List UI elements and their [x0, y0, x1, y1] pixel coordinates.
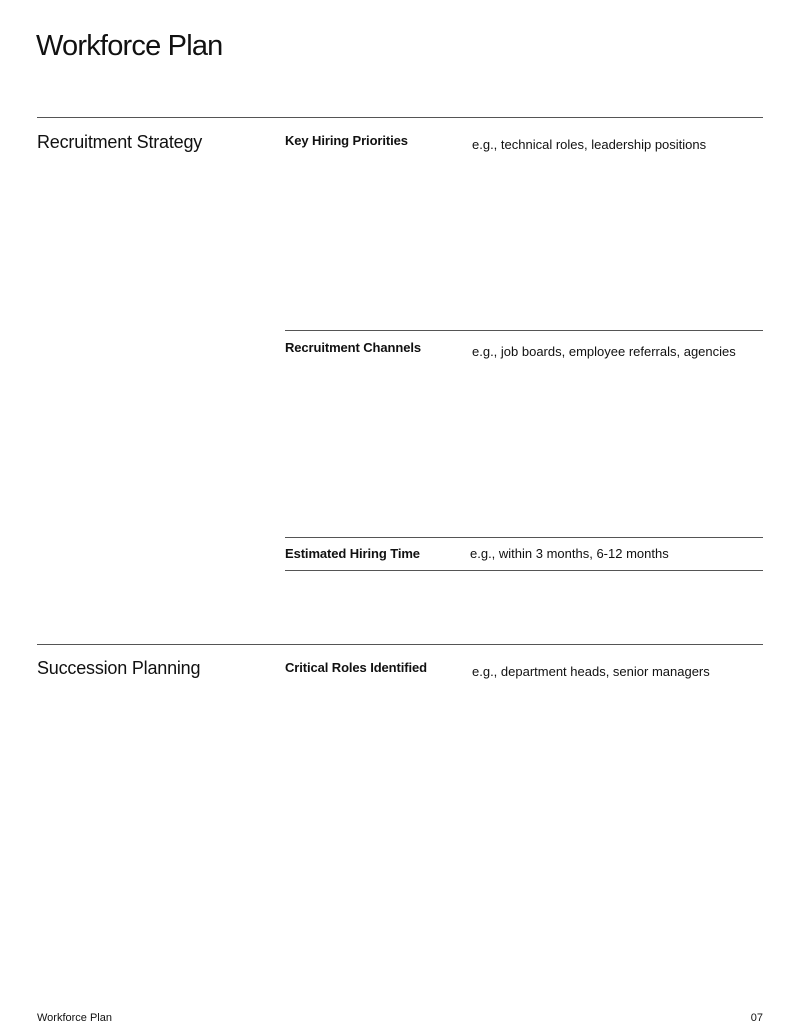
- field-value-recruitment-channels[interactable]: e.g., job boards, employee referrals, agencies: [472, 344, 736, 359]
- field-label-recruitment-channels: Recruitment Channels: [285, 340, 421, 355]
- field-label-key-hiring-priorities: Key Hiring Priorities: [285, 133, 408, 148]
- field-value-estimated-hiring-time[interactable]: e.g., within 3 months, 6-12 months: [470, 546, 669, 561]
- field-label-estimated-hiring-time: Estimated Hiring Time: [285, 546, 420, 561]
- page-number: 07: [750, 1012, 763, 1024]
- field-value-key-hiring-priorities[interactable]: e.g., technical roles, leadership positions: [472, 137, 707, 152]
- section-title-recruitment-strategy: Recruitment Strategy: [37, 132, 203, 152]
- divider: [37, 117, 763, 118]
- field-label-critical-roles: Critical Roles Identified: [285, 660, 427, 675]
- field-value-critical-roles[interactable]: e.g., department heads, senior managers: [472, 664, 710, 679]
- divider: [37, 644, 763, 645]
- divider: [285, 570, 763, 571]
- page-title: Workforce Plan: [36, 30, 223, 62]
- divider: [285, 330, 763, 331]
- divider: [285, 537, 763, 538]
- footer-title: Workforce Plan: [37, 1012, 112, 1024]
- section-title-succession-planning: Succession Planning: [37, 658, 201, 678]
